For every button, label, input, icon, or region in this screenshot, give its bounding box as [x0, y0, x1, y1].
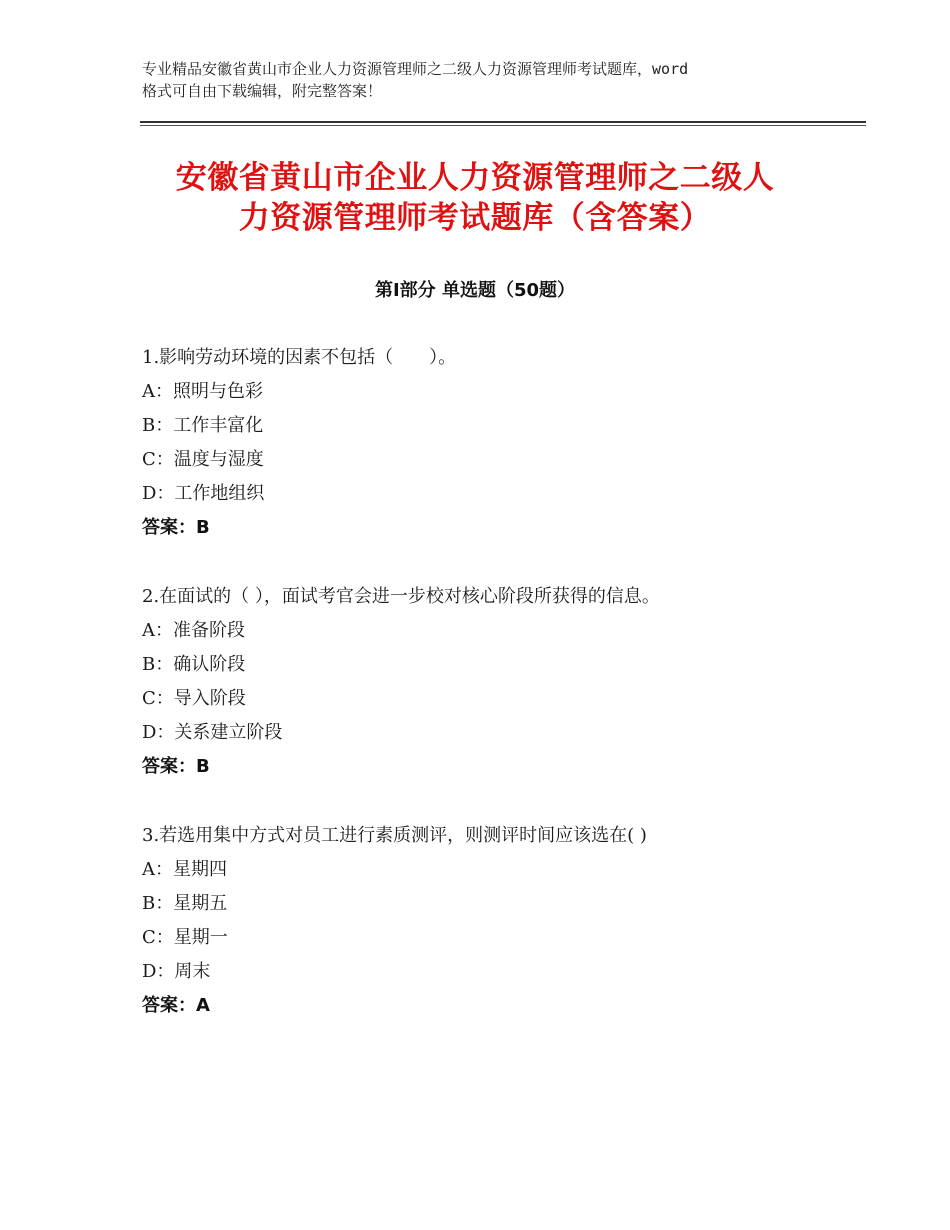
option-a: A：准备阶段 [142, 620, 245, 641]
header-note [142, 58, 842, 102]
option-d: D：周末 [142, 961, 211, 982]
answer: 答案：B [142, 517, 210, 538]
question-stem: 2.在面试的（ ），面试考官会进一步校对核心阶段所获得的信息。 [142, 586, 660, 607]
option-b: B：确认阶段 [142, 654, 246, 675]
document-title-line-2: 力资源管理师考试题库（含答案） [238, 200, 712, 236]
option-b: B：星期五 [142, 893, 228, 914]
document-title-line-1: 安徽省黄山市企业人力资源管理师之二级人 [175, 160, 775, 196]
question-1 [142, 341, 862, 545]
option-d: D：关系建立阶段 [142, 722, 283, 743]
option-d: D：工作地组织 [142, 483, 265, 504]
option-c: C：导入阶段 [142, 688, 246, 709]
option-c: C：温度与湿度 [142, 449, 264, 470]
header-note-line-1: 专业精品安徽省黄山市企业人力资源管理师之二级人力资源管理师考试题库，word [142, 60, 689, 78]
answer: 答案：A [142, 995, 210, 1016]
option-b: B：工作丰富化 [142, 415, 264, 436]
question-stem: 3.若选用集中方式对员工进行素质测评，则测评时间应该选在( ) [142, 825, 647, 846]
option-a: A：星期四 [142, 859, 227, 880]
option-c: C：星期一 [142, 927, 228, 948]
question-2 [142, 580, 862, 784]
question-3 [142, 819, 862, 1023]
header-divider-thin [140, 125, 866, 126]
document-title [130, 158, 820, 238]
question-stem: 1.影响劳动环境的因素不包括（ ）。 [142, 347, 457, 368]
option-a: A：照明与色彩 [142, 381, 263, 402]
section-heading: 第Ⅰ部分 单选题（50题） [374, 280, 575, 301]
header-divider-thick [140, 121, 866, 123]
header-note-line-2: 格式可自由下载编辑，附完整答案！ [142, 82, 383, 100]
answer: 答案：B [142, 756, 210, 777]
